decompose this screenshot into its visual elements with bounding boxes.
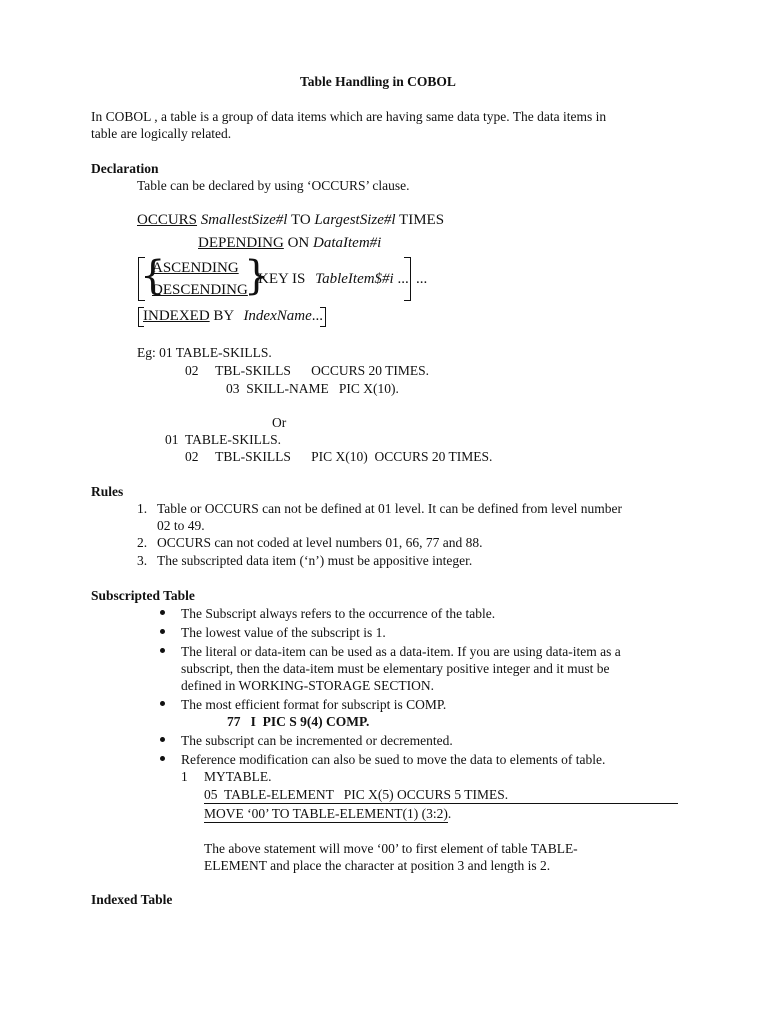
bullet-icon (160, 648, 165, 653)
code-line-1-number: 1 (181, 769, 188, 784)
syntax-line-2 (198, 235, 381, 252)
syntax-indexed: INDEXED (143, 308, 210, 324)
intro-line-2: table are logically related. (91, 126, 232, 141)
syntax-table-item: TableItem$#i (315, 271, 394, 287)
syntax-by: BY (213, 308, 234, 324)
declaration-text: Table can be declared by using ‘OCCURS’ clause. (137, 178, 410, 193)
subscripted-bullet-3-line-2: subscript, then the data-item must be elementary positive integer and it must be (181, 661, 610, 676)
code-line-2: 05 TABLE-ELEMENT PIC X(5) OCCURS 5 TIMES. (204, 787, 509, 802)
syntax-ellipsis-1: ... (397, 271, 409, 287)
rule-number: 2. (137, 535, 148, 550)
declaration-heading: Declaration (91, 161, 159, 176)
syntax-line-indexed (143, 308, 323, 325)
bullet-icon (160, 737, 165, 742)
rule-number: 1. (137, 501, 148, 516)
bullet-icon (160, 610, 165, 615)
code-line-1: MYTABLE. (204, 769, 272, 784)
subscripted-bullet-6: Reference modification can also be sued to move the data to elements of table. (181, 752, 606, 767)
example-alt-line-1: 01 TABLE-SKILLS. (165, 432, 282, 447)
rule-text: The subscripted data item (‘n’) must be appositive integer. (157, 553, 473, 568)
indexed-heading: Indexed Table (91, 892, 173, 907)
syntax-smallest: SmallestSize#l (200, 212, 288, 228)
explanation-line-2: ELEMENT and place the character at position 3 and length is 2. (204, 858, 551, 873)
example-or: Or (272, 415, 287, 430)
subscripted-bullet-1: The Subscript always refers to the occurrence of the table. (181, 606, 496, 621)
rules-heading: Rules (91, 484, 124, 499)
comp-example: 77 I PIC S 9(4) COMP. (227, 714, 370, 729)
bullet-icon (160, 756, 165, 761)
subscripted-bullet-4: The most efficient format for subscript is COMP. (181, 697, 447, 712)
code-line-3: MOVE ‘00’ TO TABLE-ELEMENT(1) (3:2). (204, 806, 452, 821)
syntax-ellipsis-3: ... (311, 308, 323, 324)
subscripted-bullet-3-line-3: defined in WORKING-STORAGE SECTION. (181, 678, 434, 693)
syntax-index-name: IndexName (243, 308, 312, 324)
list-item (137, 534, 482, 551)
bullet-icon (160, 701, 165, 706)
example-line-3: 03 SKILL-NAME PIC X(10). (226, 381, 399, 396)
example-line-1: Eg: 01 TABLE-SKILLS. (137, 345, 272, 360)
example-alt-line-2: 02 TBL-SKILLS PIC X(10) OCCURS 20 TIMES. (185, 449, 493, 464)
syntax-to: TO (290, 212, 311, 228)
syntax-descending: DESCENDING (152, 282, 248, 298)
rule-text: OCCURS can not coded at level numbers 01, 66, 77 and 88. (157, 535, 483, 550)
list-item (137, 500, 622, 517)
divider (204, 803, 678, 804)
intro-line-1: In COBOL , a table is a group of data items which are having same data type. The data items in (91, 109, 607, 124)
page-title: Table Handling in COBOL (300, 74, 456, 89)
syntax-ellipsis-2: ... (416, 271, 428, 287)
syntax-bracket-right (404, 257, 411, 301)
syntax-indexed-bracket-right (320, 307, 326, 327)
subscripted-bullet-5: The subscript can be incremented or decremented. (181, 733, 453, 748)
syntax-depending: DEPENDING (198, 235, 284, 251)
syntax-occurs: OCCURS (137, 212, 198, 228)
syntax-line-1 (137, 212, 444, 229)
syntax-on: ON (287, 235, 310, 251)
rule-text-continued: 02 to 49. (157, 518, 205, 533)
syntax-times: TIMES (399, 212, 445, 228)
explanation-line-1: The above statement will move ‘00’ to first element of table TABLE- (204, 841, 578, 856)
rule-text: Table or OCCURS can not be defined at 01 level. It can be defined from level number (157, 501, 623, 516)
syntax-brace-right: } (244, 253, 270, 299)
subscripted-heading: Subscripted Table (91, 588, 195, 603)
subscripted-bullet-3-line-1: The literal or data-item can be used as a data-item. If you are using data-item as a (181, 644, 621, 659)
subscripted-bullet-2: The lowest value of the subscript is 1. (181, 625, 386, 640)
syntax-key-clause (258, 271, 409, 288)
rule-number: 3. (137, 553, 148, 568)
bullet-icon (160, 629, 165, 634)
syntax-largest: LargestSize#l (314, 212, 396, 228)
syntax-ascending: ASCENDING (152, 260, 239, 276)
syntax-data-item: DataItem#i (313, 235, 382, 251)
example-line-2: 02 TBL-SKILLS OCCURS 20 TIMES. (185, 363, 430, 378)
list-item (137, 552, 472, 569)
syntax-brace-left: { (140, 253, 166, 299)
divider (204, 822, 448, 823)
syntax-key-is: KEY IS (258, 271, 306, 287)
